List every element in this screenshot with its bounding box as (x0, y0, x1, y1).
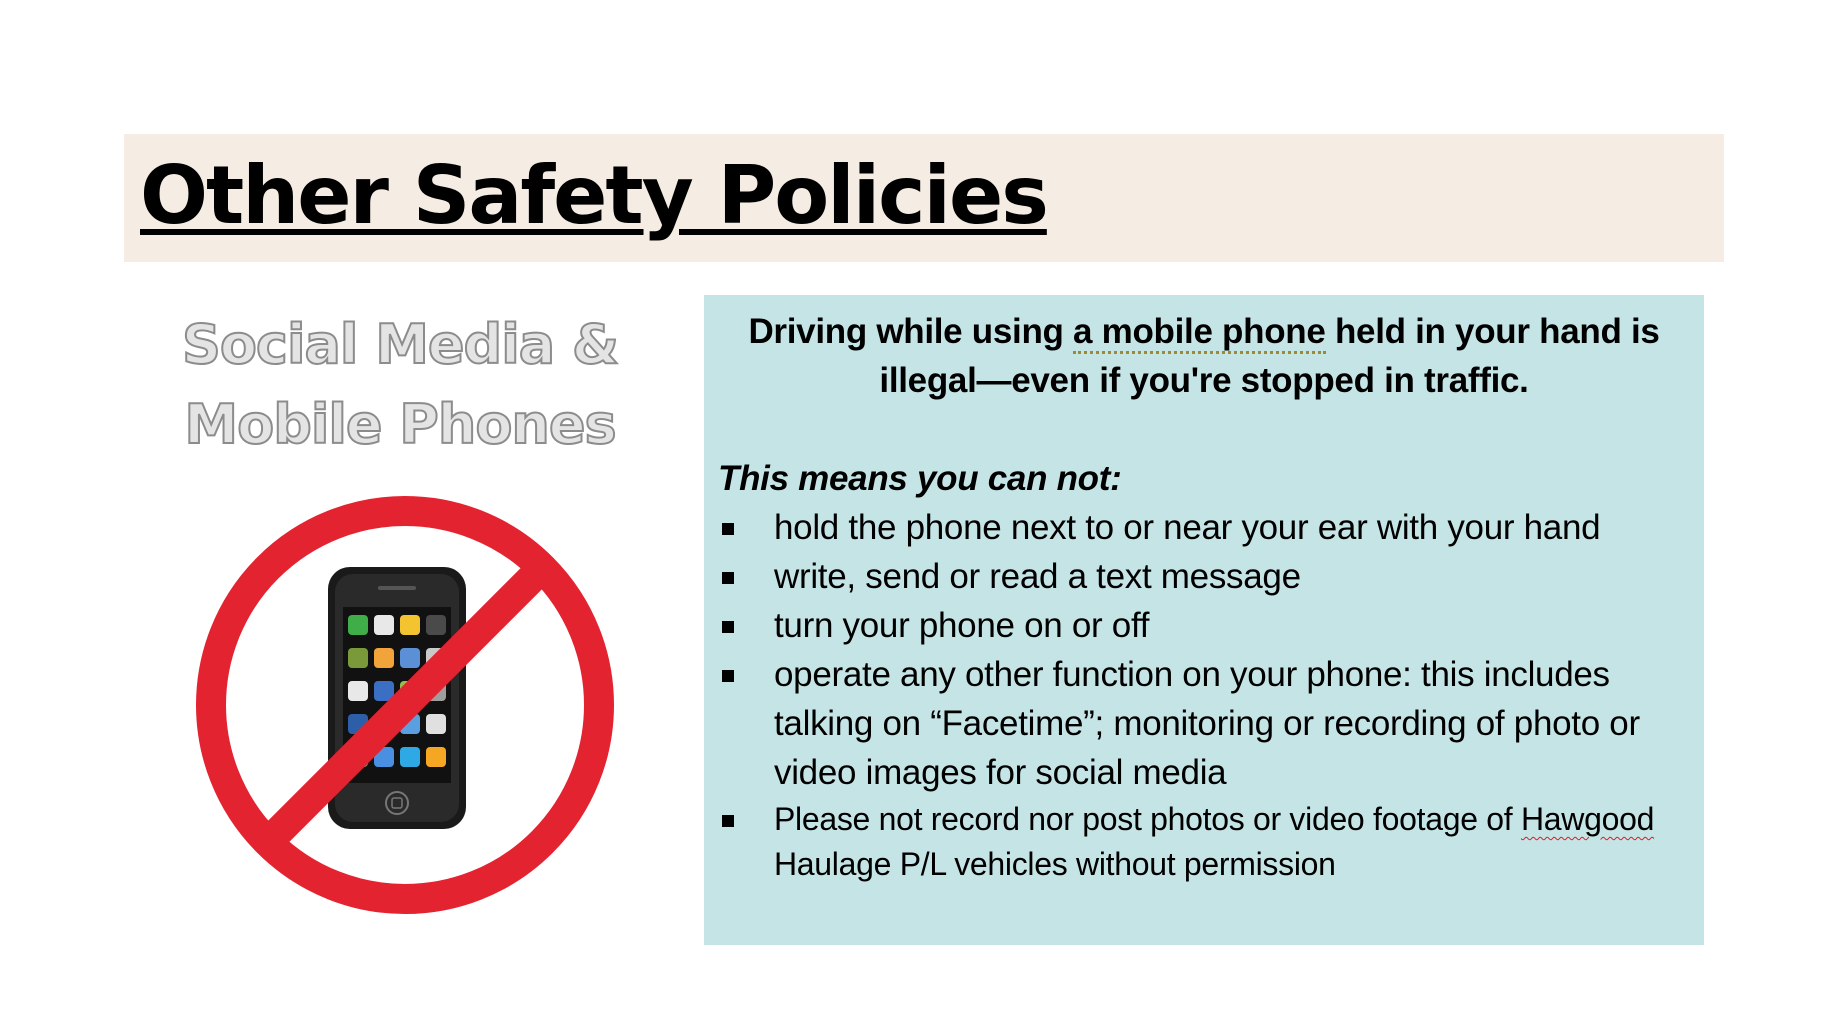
list-item-text: operate any other function on your phone: this includes talking on “Facetime”; monitoring or recording of photo or video images for social media (774, 655, 1640, 792)
title-bar (124, 134, 1724, 262)
section-heading-line-1: Social Media & (181, 313, 619, 376)
bullet-icon (722, 621, 734, 633)
app-icon (348, 615, 368, 635)
app-icon (400, 747, 420, 767)
app-icon (374, 648, 394, 668)
bullet-icon (722, 815, 734, 827)
no-mobile-phone-icon (185, 485, 625, 925)
prohibited-actions-list (718, 503, 1690, 887)
bullet-icon (722, 523, 734, 535)
list-item (718, 650, 1690, 797)
page-title: Other Safety Policies (140, 149, 1047, 242)
lead-statement (718, 307, 1690, 405)
section-heading (140, 305, 660, 465)
list-item-text-start: Please not record nor post photos or video footage of (774, 801, 1521, 837)
app-icon (426, 615, 446, 635)
app-icon (426, 714, 446, 734)
lead-text-start: Driving while using (748, 312, 1074, 351)
list-item-text: hold the phone next to or near your ear with your hand (774, 508, 1601, 547)
list-item (718, 552, 1690, 601)
app-icon (426, 747, 446, 767)
list-item-text: turn your phone on or off (774, 606, 1150, 645)
app-icon (400, 648, 420, 668)
means-label: This means you can not: (718, 459, 1122, 498)
bullet-icon (722, 572, 734, 584)
policy-panel (704, 295, 1704, 945)
list-item-text-end: Haulage P/L vehicles without permission (774, 846, 1336, 882)
lead-text-highlight: a mobile phone (1073, 312, 1326, 354)
bullet-icon (722, 670, 734, 682)
app-icon (348, 681, 368, 701)
app-icon (400, 615, 420, 635)
section-heading-line-2: Mobile Phones (184, 393, 616, 456)
lead-text-end: held in your hand is illegal—even if you're stopped in traffic. (879, 312, 1660, 400)
list-item-text: write, send or read a text message (774, 557, 1301, 596)
app-icon (348, 648, 368, 668)
list-item (718, 797, 1690, 887)
list-item (718, 503, 1690, 552)
spellcheck-flagged-word: Hawgood (1520, 801, 1655, 837)
app-icon (374, 615, 394, 635)
list-item (718, 601, 1690, 650)
